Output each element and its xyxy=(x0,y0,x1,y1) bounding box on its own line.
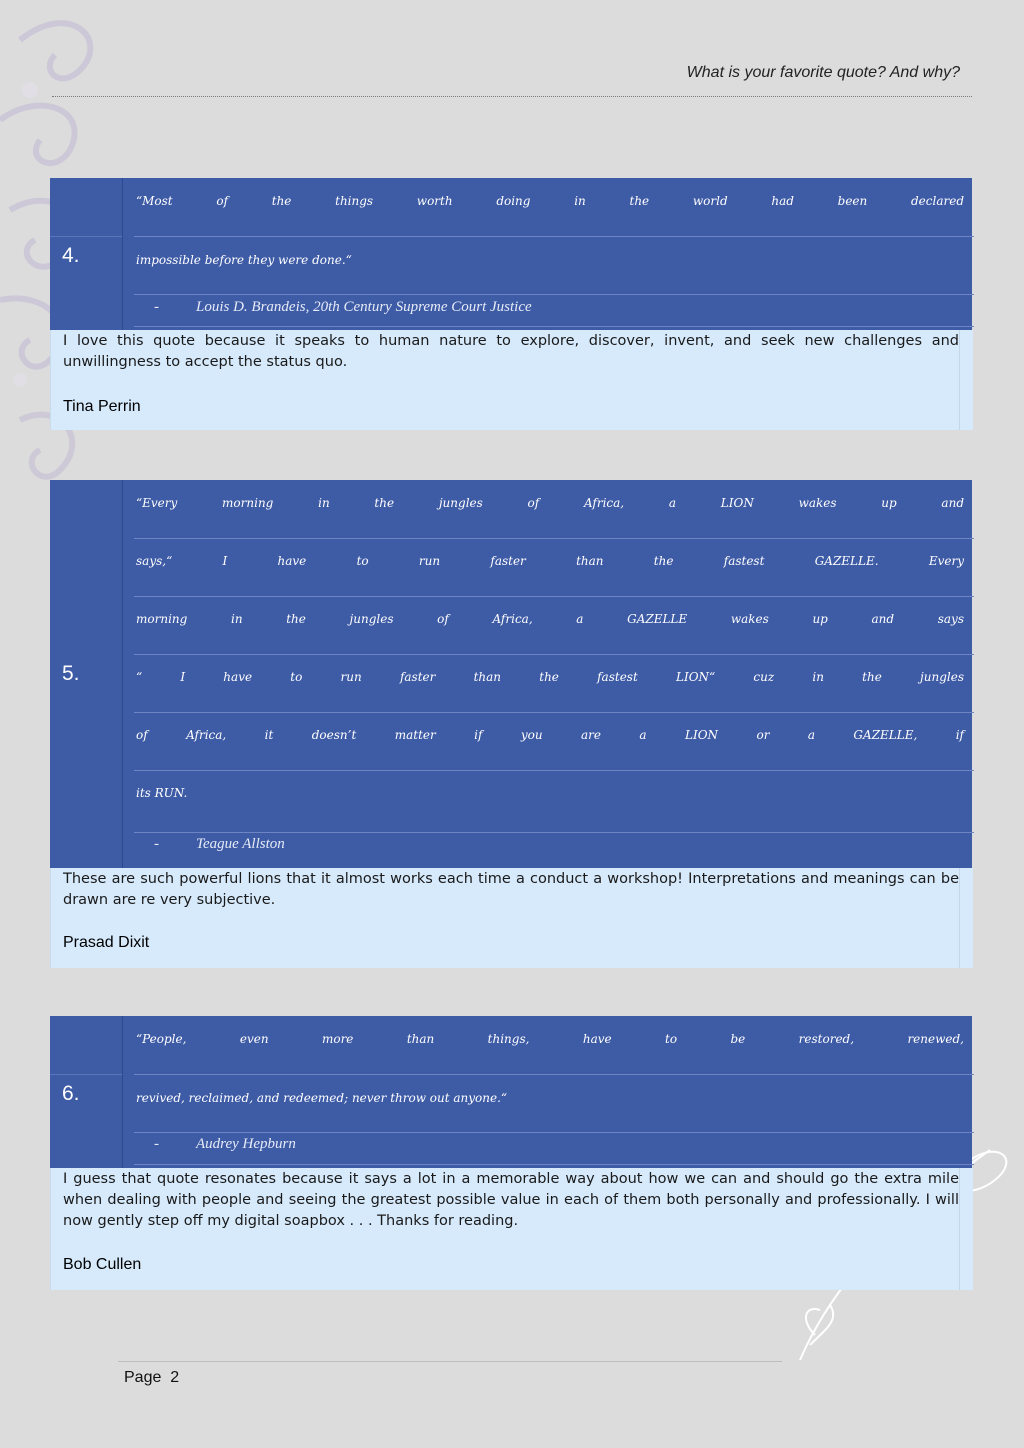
comment-box xyxy=(50,1168,973,1290)
entry-number: 5. xyxy=(62,662,80,685)
page-number: Page 2 xyxy=(124,1369,180,1386)
comment-box xyxy=(50,330,973,430)
quote-entry-6 xyxy=(50,1016,972,1290)
quote-line: revived, reclaimed, and redeemed; never throw out anyone.“ xyxy=(136,1091,508,1105)
quote-line: says,“ I have to run faster than the fastest GAZELLE. Every xyxy=(136,554,964,568)
quote-box xyxy=(50,178,972,330)
quote-attribution: - Louis D. Brandeis, 20th Century Supreme Court Justice xyxy=(154,299,532,315)
entry-number: 4. xyxy=(62,244,80,267)
number-cell xyxy=(50,1016,123,1168)
quote-line: its RUN. xyxy=(136,786,188,800)
quote-line: “Every morning in the jungles of Africa, a LION wakes up and xyxy=(136,496,964,510)
comment-text: These are such powerful lions that it almost works each time a conduct a workshop! Interpretations and meanings can be drawn are re very subjective. xyxy=(63,871,959,908)
comment-box xyxy=(50,868,973,968)
quote-box xyxy=(50,480,972,868)
quote-line: morning in the jungles of Africa, a GAZELLE wakes up and says xyxy=(136,612,964,626)
number-cell xyxy=(50,480,123,868)
quote-area xyxy=(122,1016,972,1168)
entry-number: 6. xyxy=(62,1082,80,1105)
quote-attribution: - Audrey Hepburn xyxy=(154,1136,296,1152)
comment-author: Bob Cullen xyxy=(63,1256,142,1273)
quote-line: “Most of the things worth doing in the world had been declared xyxy=(136,194,964,208)
quote-line: of Africa, it doesn’t matter if you are a LION or a GAZELLE, if xyxy=(136,728,964,742)
page-header xyxy=(52,60,972,97)
quote-box xyxy=(50,1016,972,1168)
comment-author: Tina Perrin xyxy=(63,398,141,415)
comment-text: I guess that quote resonates because it says a lot in a memorable way about how we can and should go the extra mile when dealing with people and seeing the greatest possible value in each of them both personally and professionally. I will now gently step off my digital soapbox . . . Thanks for reading. xyxy=(63,1171,959,1229)
comment-author: Prasad Dixit xyxy=(63,934,150,951)
header-title: What is your favorite quote? And why? xyxy=(686,64,960,81)
quote-line: “ I have to run faster than the fastest LION“ cuz in the jungles xyxy=(136,670,964,684)
page-footer xyxy=(118,1361,782,1386)
quote-entry-5 xyxy=(50,480,972,968)
quote-entry-4 xyxy=(50,178,972,430)
quote-area xyxy=(122,178,972,330)
number-cell xyxy=(50,178,123,330)
quote-line: impossible before they were done.“ xyxy=(136,253,352,267)
quote-line: “People, even more than things, have to be restored, renewed, xyxy=(136,1032,964,1046)
quote-attribution: - Teague Allston xyxy=(154,836,285,852)
quote-area xyxy=(122,480,972,868)
comment-text: I love this quote because it speaks to human nature to explore, discover, invent, and seek new challenges and unwillingness to accept the status quo. xyxy=(63,333,959,370)
